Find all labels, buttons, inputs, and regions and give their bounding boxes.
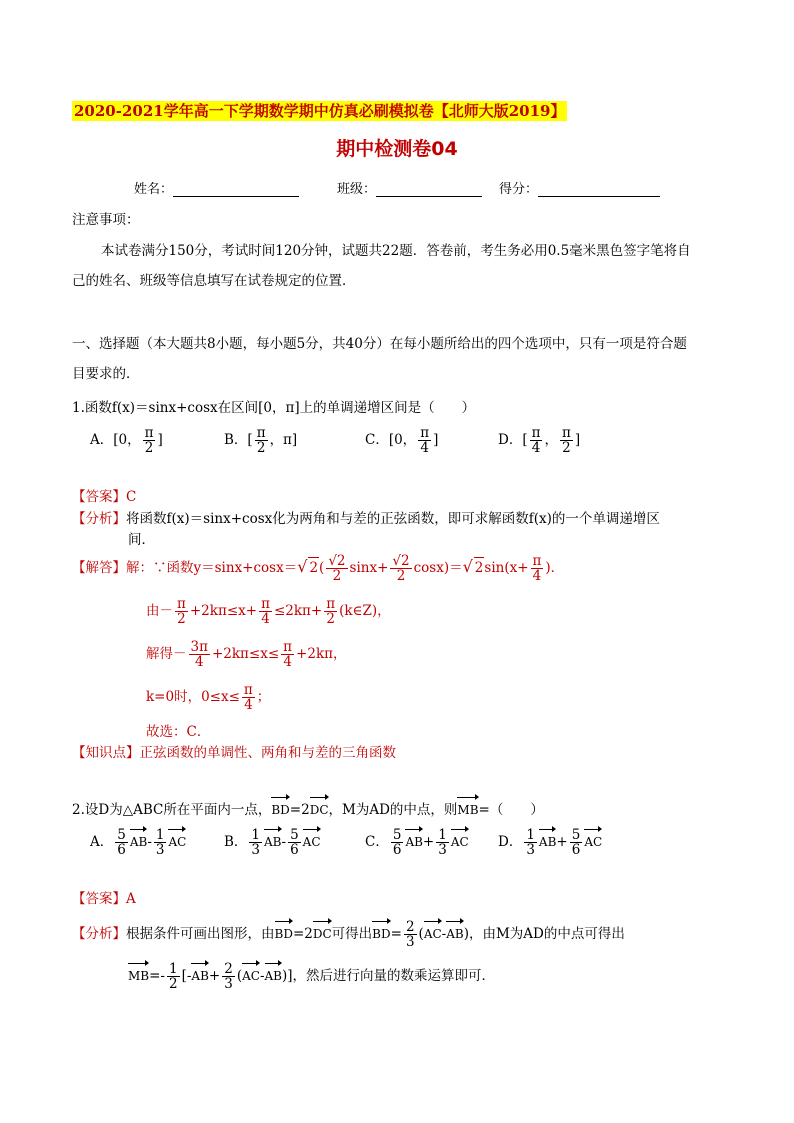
option-label: C．: [365, 834, 389, 851]
frac-num: π: [561, 425, 571, 441]
frac-num: 2: [405, 919, 415, 935]
sqrt-icon: √: [462, 557, 473, 577]
vector: AC: [303, 832, 321, 852]
option-c-end: ]: [433, 432, 439, 449]
operator: -: [281, 834, 287, 851]
frac-num: 1: [168, 961, 178, 977]
frac-den: 3: [155, 842, 165, 859]
name-label: 姓名：: [134, 182, 174, 197]
notice-heading: 注意事项：: [72, 212, 140, 228]
frac-num: π: [243, 682, 253, 698]
sol-text: k=0时，0≤x≤: [146, 689, 240, 706]
frac-den: 3: [224, 976, 233, 993]
option-a-end: ]: [157, 432, 163, 449]
frac-num: √2: [328, 553, 346, 569]
frac-den: 6: [392, 842, 402, 859]
frac-den: 4: [261, 611, 270, 628]
frac-den: 2: [144, 440, 154, 457]
section-heading-line-1: 一、选择题（本大题共8小题，每小题5分，共40分）在每小题所给出的四个选项中，只有一项是符合题: [72, 336, 687, 352]
operator: -: [147, 834, 152, 851]
question-1-solution-line-1: [72, 554, 564, 583]
frac-num: π: [531, 425, 541, 441]
frac-num: π: [144, 425, 154, 441]
vector: BD: [275, 924, 293, 944]
series-banner: 2020-2021学年高一下学期数学期中仿真必刷模拟卷【北师大版2019】: [74, 102, 566, 120]
analysis-text-1: 将函数f(x)＝sinx+cosx化为两角和与差的正弦函数，即可求解函数f(x)的一个单调递增区: [126, 511, 660, 527]
question-2-options: [90, 828, 730, 868]
vector: AB: [130, 832, 147, 852]
frac-den: 3: [526, 842, 535, 859]
frac-den: 6: [117, 842, 126, 859]
question-2-answer: [72, 889, 136, 909]
question-1-analysis-cont: 间．: [128, 532, 155, 548]
frac-den: 6: [571, 842, 581, 859]
name-field: [134, 178, 299, 197]
sol-text: )．: [545, 560, 565, 577]
frac-num: π: [532, 553, 542, 569]
knowledge-text: 正弦函数的单调性、两角和与差的三角函数: [139, 745, 396, 761]
frac-num: 1: [438, 827, 447, 843]
frac-num: 5: [117, 827, 126, 843]
vector: AC: [168, 832, 186, 852]
frac-num: 5: [571, 827, 581, 843]
sol-text: sinx+: [349, 560, 389, 577]
sol-text: (: [319, 560, 325, 577]
frac-num: π: [283, 639, 293, 655]
frac-den: 2: [562, 440, 571, 457]
sol-text: ；: [256, 689, 271, 706]
vector: AC: [424, 924, 442, 944]
frac-den: 4: [244, 697, 253, 714]
frac-num: 5: [290, 827, 299, 843]
knowledge-tag: 【知识点】: [72, 745, 140, 761]
score-blank: [538, 184, 660, 197]
vector: AB: [265, 966, 282, 986]
analysis-tag: 【分析】: [72, 511, 126, 527]
analysis-text: =: [390, 926, 402, 943]
frac-den: 2: [256, 440, 266, 457]
sol-text: cosx)＝: [413, 560, 463, 577]
class-field: [337, 178, 482, 197]
frac-den: 2: [332, 568, 342, 585]
analysis-text: (: [236, 968, 243, 985]
vector: AB: [405, 832, 422, 852]
analysis-text: =2: [292, 926, 313, 943]
frac-num: 5: [392, 827, 402, 843]
analysis-text: )]，然后进行向量的数乘运算即可．: [282, 968, 496, 985]
analysis-tag: 【分析】: [72, 926, 126, 943]
section-heading-line-2: 目要求的．: [72, 366, 140, 382]
sol-text: ≤2kπ+: [273, 603, 323, 620]
analysis-text: -: [441, 926, 447, 943]
question-1-option-d: [498, 426, 580, 455]
question-1-solution-line-2: [146, 597, 391, 626]
question-1-option-a: [90, 426, 163, 455]
question-2-option-b: [224, 828, 321, 857]
option-d-mid: ，: [544, 432, 558, 449]
sol-text: +2kπ≤x+: [189, 603, 258, 620]
option-b-end: ，π]: [269, 432, 298, 449]
frac-den: 3: [405, 934, 415, 951]
analysis-text: [-: [181, 968, 192, 985]
frac-num: 1: [526, 827, 535, 843]
answer-value: C: [126, 489, 137, 505]
analysis-text: -: [259, 968, 265, 985]
option-label: A．: [90, 834, 114, 851]
sol-text: 解：∵函数y＝sinx+cosx＝: [126, 560, 298, 577]
sol-text: +2kπ≤x≤: [211, 646, 280, 663]
frac-den: 2: [177, 611, 186, 628]
analysis-text: (: [418, 926, 424, 943]
frac-num: 1: [251, 827, 261, 843]
stem-text: =（ ）: [478, 802, 544, 818]
question-1-stem: 1.函数f(x)＝sinx+cosx在区间[0，π]上的单调递增区间是（ ）: [72, 400, 476, 416]
vector-dc: DC: [310, 800, 329, 820]
analysis-text: +: [208, 968, 221, 985]
frac-num: π: [177, 596, 186, 612]
analysis-text: 可得出: [331, 926, 373, 943]
frac-num: π: [326, 596, 336, 612]
frac-den: 4: [532, 568, 542, 585]
question-1-solution-line-3: [146, 640, 347, 669]
vector: AB: [191, 966, 208, 986]
question-1-option-b: [224, 426, 297, 455]
question-2-option-d: [498, 828, 602, 857]
operator: +: [422, 834, 435, 851]
frac-den: 2: [396, 568, 406, 585]
option-label: D．: [498, 834, 523, 851]
question-1-solution-line-5: 故选：C．: [146, 724, 211, 740]
question-2-analysis-line-2: [128, 962, 495, 991]
vector: AC: [584, 832, 602, 852]
question-1-options: [90, 426, 730, 466]
question-2-option-a: [90, 828, 186, 857]
frac-num: π: [261, 596, 270, 612]
question-2-stem: [72, 800, 544, 820]
sol-text: 由－: [146, 603, 173, 620]
frac-num: π: [420, 425, 430, 441]
operator: +: [556, 834, 568, 851]
frac-num: 3π: [190, 639, 208, 655]
option-label: B．: [224, 834, 248, 851]
frac-den: 4: [283, 654, 292, 671]
option-b-label: B．[: [224, 432, 253, 449]
frac-den: 3: [438, 842, 447, 859]
name-blank: [173, 184, 299, 197]
question-2-analysis-line-1: [72, 920, 625, 949]
score-label: 得分：: [499, 182, 539, 197]
sqrt-icon: √: [297, 557, 308, 577]
stem-text: ，M为AD的中点，则: [328, 802, 458, 818]
frac-den: 6: [290, 842, 299, 859]
analysis-text: =-: [149, 968, 165, 985]
stem-text: =2: [289, 802, 310, 818]
class-blank: [376, 184, 482, 197]
frac-num: 2: [224, 961, 233, 977]
frac-den: 2: [168, 976, 178, 993]
question-1-answer: [72, 487, 136, 507]
question-1-solution-line-4: [146, 683, 270, 712]
sol-text: +2kπ，: [296, 646, 347, 663]
frac-den: 3: [251, 842, 261, 859]
vector: BD: [372, 924, 390, 944]
option-d-label: D．[: [498, 432, 528, 449]
solution-tag: 【解答】: [72, 560, 126, 577]
page-title: 期中检测卷04: [336, 138, 458, 160]
vector: AB: [539, 832, 556, 852]
vector: AC: [242, 966, 260, 986]
vector: AC: [451, 832, 469, 852]
question-1-knowledge: [72, 743, 396, 763]
stem-text: 2.设D为△ABC所在平面内一点，: [72, 802, 272, 818]
frac-den: 2: [326, 611, 335, 628]
sol-sqrt: 2: [308, 557, 319, 578]
option-a-label: A．[0，: [90, 432, 141, 449]
frac-den: 4: [531, 440, 541, 457]
frac-num: √2: [392, 553, 410, 569]
vector: DC: [313, 924, 332, 944]
notice-line-1: 本试卷满分150分，考试时间120分钟，试题共22题．答卷前，考生务必用0.5毫米黑色签字笔将自: [101, 243, 691, 259]
answer-tag: 【答案】: [72, 489, 126, 505]
answer-value: A: [126, 891, 136, 907]
score-field: [499, 178, 660, 197]
class-label: 班级：: [337, 182, 377, 197]
vector: AB: [264, 832, 281, 852]
analysis-text: )，由M为AD的中点可得出: [463, 926, 625, 943]
option-d-end: ]: [574, 432, 581, 449]
question-2-option-c: [365, 828, 469, 857]
frac-num: 1: [155, 827, 165, 843]
answer-tag: 【答案】: [72, 891, 126, 907]
vector: AB: [446, 924, 463, 944]
sol-text: sin(x+: [484, 560, 529, 577]
sol-sqrt: 2: [474, 557, 485, 578]
option-c-label: C．[0，: [365, 432, 417, 449]
analysis-text: 根据条件可画出图形，由: [126, 926, 275, 943]
question-1-option-c: [365, 426, 438, 455]
notice-line-2: 己的姓名、班级等信息填写在试卷规定的位置．: [72, 273, 356, 289]
frac-num: π: [256, 425, 266, 441]
vector-mb: MB: [457, 800, 478, 820]
vector-bd: BD: [271, 800, 289, 820]
frac-den: 4: [194, 654, 204, 671]
sol-text: 解得－: [146, 646, 187, 663]
vector: MB: [128, 966, 149, 986]
question-1-analysis: [72, 509, 660, 529]
frac-den: 4: [420, 440, 429, 457]
sol-text: (k∈Z)，: [339, 603, 391, 620]
